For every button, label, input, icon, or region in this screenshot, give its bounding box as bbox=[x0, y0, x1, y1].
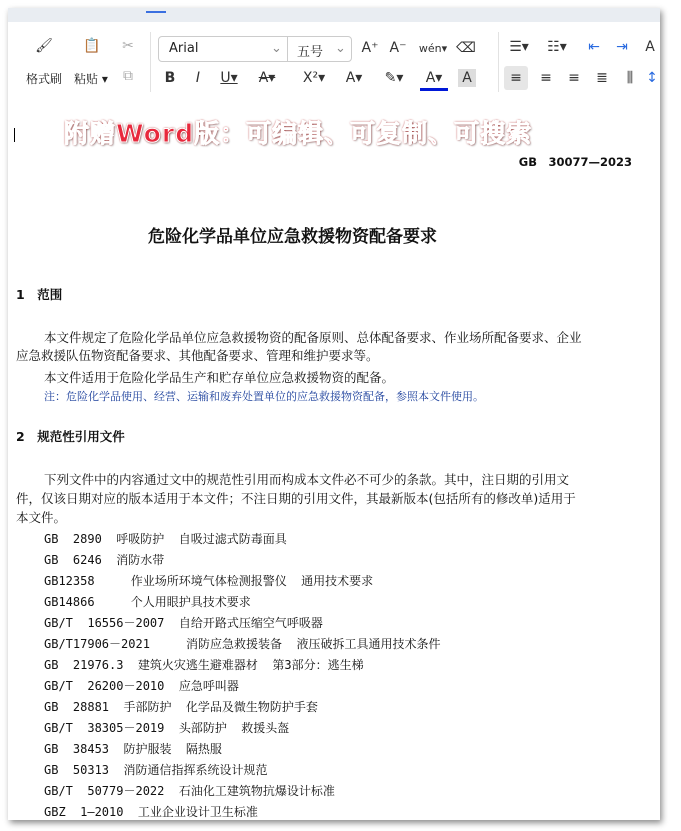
line-spacing-icon[interactable]: ↕ bbox=[646, 70, 658, 86]
pinyin-label: wén bbox=[418, 41, 442, 55]
paragraph: 本文件。 bbox=[16, 510, 67, 525]
align-right-icon[interactable]: ≡ bbox=[568, 70, 580, 86]
cut-icon[interactable]: ✂ bbox=[122, 38, 134, 54]
section-heading: 2 规范性引用文件 bbox=[16, 429, 125, 444]
reference-item: GB/T 50779－2022 石油化工建筑物抗爆设计标准 bbox=[44, 784, 335, 798]
reference-item: GB 2890 呼吸防护 自吸过滤式防毒面具 bbox=[44, 532, 287, 546]
reference-item: GB/T 26200－2010 应急呼叫器 bbox=[44, 679, 239, 693]
reference-item: GB 21976.3 建筑火灾逃生避难器材 第3部分：逃生梯 bbox=[44, 658, 364, 672]
shrink-font-icon[interactable]: A⁻ bbox=[389, 40, 407, 56]
underline-icon[interactable]: U▾ bbox=[220, 70, 238, 86]
pinyin-icon[interactable]: wén ▾ bbox=[418, 41, 448, 55]
align-center-icon[interactable]: ≡ bbox=[540, 70, 552, 86]
paragraph: 下列文件中的内容通过文中的规范性引用而构成本文件必不可少的条款。其中，注日期的引用文 bbox=[44, 472, 570, 487]
grow-font-icon[interactable]: A⁺ bbox=[361, 40, 379, 56]
decrease-indent-icon[interactable]: ⇤ bbox=[588, 39, 600, 55]
eraser-icon[interactable]: ⌫ bbox=[456, 40, 476, 56]
strikethrough-icon[interactable]: A▾ bbox=[258, 70, 276, 86]
distribute-icon[interactable]: ⫼ bbox=[626, 70, 634, 86]
align-left-icon[interactable]: ≡ bbox=[504, 66, 528, 90]
note: 注：危险化学品使用、经营、运输和废弃处置单位的应急救援物资配备，参照本文件使用。 bbox=[44, 390, 484, 403]
promo-banner: 附赠Word版：可编辑、可复制、可搜索 bbox=[64, 119, 533, 148]
font-size[interactable]: 五号 bbox=[297, 45, 324, 60]
reference-item: GB12358 作业场所环境气体检测报警仪 通用技术要求 bbox=[44, 574, 374, 588]
copy-icon[interactable]: ⧉ bbox=[123, 68, 133, 84]
reference-item: GB/T17906－2021 消防应急救援装备 液压破拆工具通用技术条件 bbox=[44, 637, 441, 651]
highlight-icon[interactable]: ✎▾ bbox=[384, 70, 404, 86]
reference-item: GB/T 16556－2007 自给开路式压缩空气呼吸器 bbox=[44, 616, 323, 630]
reference-item: GB/T 38305－2019 头部防护 救援头盔 bbox=[44, 721, 290, 735]
document-page[interactable] bbox=[8, 100, 660, 820]
word-window bbox=[8, 8, 660, 820]
justify-icon[interactable]: ≣ bbox=[596, 70, 608, 86]
paste-icon[interactable]: 📋 bbox=[83, 38, 101, 54]
divider bbox=[150, 32, 151, 92]
font-selector[interactable] bbox=[158, 36, 352, 62]
paragraph: 应急救援队伍物资配备要求、其他配备要求、管理和维护要求等。 bbox=[16, 348, 379, 363]
chevron-down-icon: ⌄ bbox=[271, 41, 282, 56]
document-title: 危险化学品单位应急救援物资配备要求 bbox=[148, 227, 437, 247]
superscript-icon[interactable]: X²▾ bbox=[302, 70, 326, 86]
section-heading: 1 范围 bbox=[16, 287, 63, 302]
char-shading-icon[interactable]: A bbox=[458, 69, 476, 87]
reference-item: GB 6246 消防水带 bbox=[44, 553, 165, 567]
text-direction-icon[interactable]: A bbox=[645, 39, 655, 55]
bold-icon[interactable]: B bbox=[164, 70, 176, 86]
paragraph: 件，仅该日期对应的版本适用于本文件；不注日期的引用文件，其最新版本(包括所有的修改单)适用于 bbox=[16, 491, 576, 506]
reference-item: GB14866 个人用眼护具技术要求 bbox=[44, 595, 251, 609]
paste-button[interactable]: 粘贴 ▾ bbox=[74, 72, 108, 86]
tab-strip bbox=[8, 8, 660, 22]
italic-icon[interactable]: I bbox=[195, 70, 201, 86]
reference-item: GBZ 1—2010 工业企业设计卫生标准 bbox=[44, 805, 258, 819]
format-painter-icon[interactable]: 🖌 bbox=[35, 38, 53, 54]
bullet-list-icon[interactable]: ☰▾ bbox=[509, 39, 529, 55]
reference-item: GB 28881 手部防护 化学品及微生物防护手套 bbox=[44, 700, 318, 714]
reference-item: GB 50313 消防通信指挥系统设计规范 bbox=[44, 763, 268, 777]
text-cursor bbox=[14, 128, 15, 142]
chevron-down-icon: ⌄ bbox=[335, 41, 346, 56]
divider bbox=[498, 32, 499, 92]
paragraph: 本文件规定了危险化学品单位应急救援物资的配备原则、总体配备要求、作业场所配备要求、企业 bbox=[44, 330, 582, 345]
format-painter-button[interactable]: 格式刷 bbox=[26, 72, 63, 86]
reference-item: GB 38453 防护服装 隔热服 bbox=[44, 742, 222, 756]
paste-label: 粘贴 bbox=[74, 72, 99, 86]
increase-indent-icon[interactable]: ⇥ bbox=[616, 39, 628, 55]
font-name[interactable]: Arial bbox=[169, 41, 199, 56]
text-effect-icon[interactable]: A▾ bbox=[345, 70, 363, 86]
numbered-list-icon[interactable]: ☷▾ bbox=[547, 39, 567, 55]
standard-number: GB 30077—2023 bbox=[518, 155, 632, 169]
active-tab-indicator bbox=[146, 11, 166, 13]
ribbon-toolbar bbox=[10, 24, 660, 101]
paragraph: 本文件适用于危险化学品生产和贮存单位应急救援物资的配备。 bbox=[44, 370, 395, 385]
font-color-icon[interactable]: A▾ bbox=[420, 68, 448, 91]
